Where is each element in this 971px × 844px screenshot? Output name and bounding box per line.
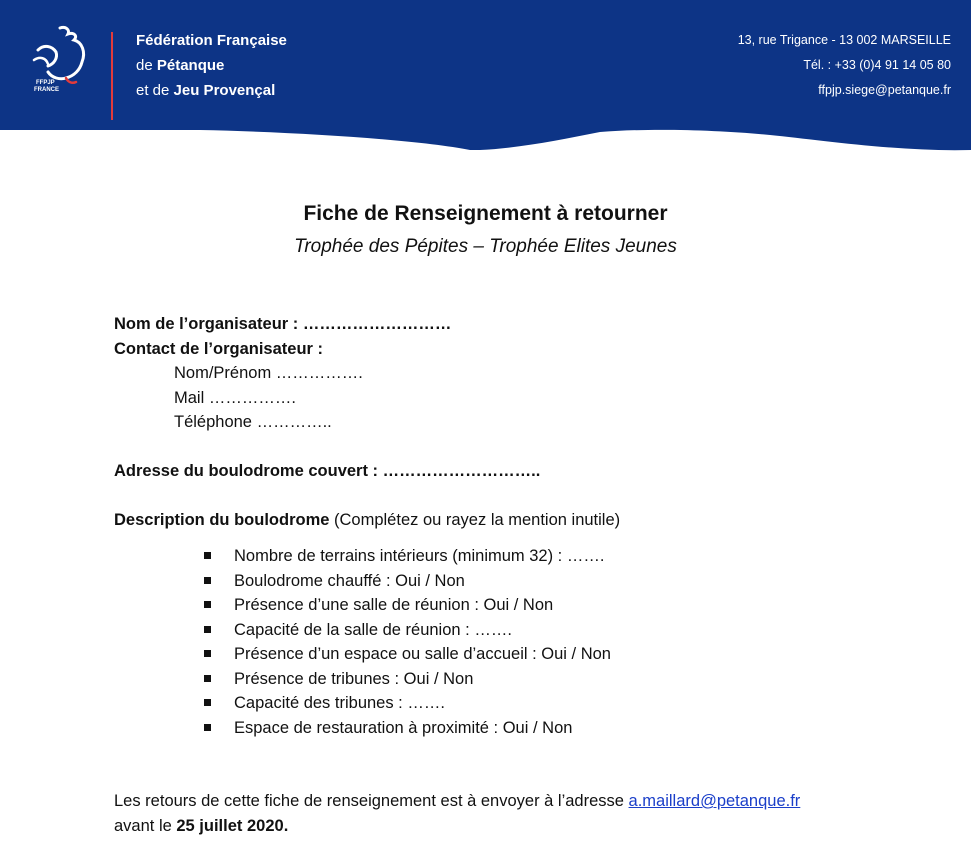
list-item: Nombre de terrains intérieurs (minimum 32) : ……. <box>204 544 611 569</box>
organizer-name-field: Nom de l’organisateur : ……………………… <box>114 315 452 333</box>
rooster-logo-icon <box>30 24 92 94</box>
org-line-3: et de Jeu Provençal <box>136 82 276 99</box>
venue-address-field: Adresse du boulodrome couvert : ……………………….. <box>114 462 541 480</box>
venue-description-list <box>204 544 611 740</box>
deadline-date: 25 juillet 2020. <box>176 816 289 835</box>
federation-name <box>136 28 287 103</box>
contact-phone-field: Téléphone ………….. <box>174 413 332 431</box>
list-item: Présence d’un espace ou salle d’accueil : Oui / Non <box>204 642 611 667</box>
postal-address: 13, rue Trigance - 13 002 MARSEILLE <box>737 33 951 47</box>
federation-contact <box>738 28 951 103</box>
bullet-square-icon <box>204 699 211 706</box>
bullet-square-icon <box>204 724 211 731</box>
header-separator <box>111 32 113 120</box>
return-instructions: Les retours de cette fiche de renseignement est à envoyer à l’adresse a.maillard@petanque.fr avant le 25 juillet 2020. <box>114 792 801 835</box>
bullet-square-icon <box>204 577 211 584</box>
org-line-2: de Pétanque <box>136 57 225 74</box>
list-item: Capacité de la salle de réunion : ……. <box>204 618 611 643</box>
bullet-square-icon <box>204 650 211 657</box>
contact-name-field: Nom/Prénom ……………. <box>174 364 363 382</box>
return-email-link[interactable]: a.maillard@petanque.fr <box>628 792 801 810</box>
list-item: Boulodrome chauffé : Oui / Non <box>204 569 611 594</box>
phone-number: Tél. : +33 (0)4 91 14 05 80 <box>803 58 951 72</box>
contact-email[interactable]: ffpjp.siege@petanque.fr <box>818 83 951 97</box>
bullet-square-icon <box>204 626 211 633</box>
bullet-square-icon <box>204 675 211 682</box>
bullet-square-icon <box>204 601 211 608</box>
org-line-1: Fédération Française <box>136 32 287 49</box>
bullet-square-icon <box>204 552 211 559</box>
svg-text:FRANCE: FRANCE <box>34 87 59 93</box>
svg-text:FFPJP: FFPJP <box>36 80 55 86</box>
organizer-contact-label: Contact de l’organisateur : <box>114 339 324 358</box>
form-fields <box>114 312 914 533</box>
description-heading: Description du boulodrome (Complétez ou rayez la mention inutile) <box>114 511 621 529</box>
document-title: Fiche de Renseignement à retourner <box>303 202 668 225</box>
list-item: Espace de restauration à proximité : Oui / Non <box>204 716 611 741</box>
contact-mail-field: Mail ……………. <box>174 388 296 407</box>
list-item: Capacité des tribunes : ……. <box>204 691 611 716</box>
list-item: Présence d’une salle de réunion : Oui / Non <box>204 593 611 618</box>
document-subtitle: Trophée des Pépites – Trophée Elites Jeunes <box>294 236 677 257</box>
letterhead-banner <box>0 0 971 155</box>
list-item: Présence de tribunes : Oui / Non <box>204 667 611 692</box>
